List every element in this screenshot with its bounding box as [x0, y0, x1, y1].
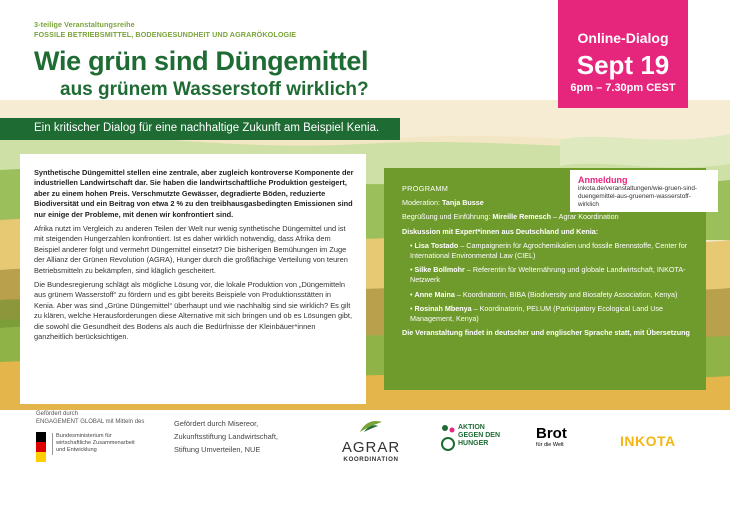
event-date: Sept 19: [576, 50, 670, 80]
welcome-line: [402, 212, 696, 222]
bmz-line-1: Bundesministerium für: [56, 433, 112, 439]
aktion-line-2: GEGEN DEN: [458, 432, 501, 439]
speaker-name: Rosinah Mbenya: [414, 303, 472, 313]
speaker-item: • Rosinah Mbenya – Koordinatorin, PELUM (Participatory Ecological Land Use Management, Kenya): [410, 303, 664, 324]
sponsor-note: [174, 417, 278, 456]
sponsor-line-3: Stiftung Umverteilen, NUE: [174, 445, 261, 454]
moderation-label: Moderation:: [402, 198, 440, 208]
speaker-role: – Koordinatorin, BIBA (Biodiversity and Biosafety Association, Kenya): [456, 289, 678, 299]
inkota-text: INKOTA: [620, 433, 676, 449]
registration-heading: Anmeldung: [578, 175, 628, 185]
sponsor-line-1: Gefördert durch Misereor,: [174, 419, 259, 428]
aktion-text: [458, 424, 500, 448]
paragraph-3: Die Bundesregierung schlägt als mögliche Lösung vor, die lokale Produktion von „Düngemitteln aus grünem Wasserstoff“ zu fördern und es gibt bereits Beispiele von Produktionsstätten in Kenia. Aber was sind „Grüne Düngemittel“ überhaupt und wie nachhaltig sind sie wirklich? Es gilt zu klären, welche Herausforderungen diese Alternative mit sich bringen und ob es Lösungen gibt, die sowohl die Gesundheit des Bodens als auch die Bedürfnisse der Kleinbäuer*innen ganzheitlich berücksichtigen.: [34, 280, 352, 342]
series-line-2: FOSSILE BETRIEBSMITTEL, BODENGESUNDHEIT UND AGRARÖKOLOGIE: [34, 29, 297, 39]
speaker-name: Lisa Tostado: [414, 240, 459, 250]
funding-line-1: Gefördert durch: [36, 411, 79, 417]
registration-link[interactable]: inkota.de/veranstaltungen/wie-gruen-sind-duengemittel-aus-gruenem-wasserstoff-wirklich: [578, 185, 698, 208]
paragraph-2: Afrika nutzt im Vergleich zu anderen Teilen der Welt nur wenig synthetische Düngemittel und ist mit steigenden Hungerzahlen konfrontiert. Ist es daher wirklich notwendig, dass Afrika dem Beispiel anderer folgt und vermehrt Düngemittel einsetzt? Die bisherigen Bemühungen im Zuge der Allianz der Grünen Revolution (AGRA), Hunger durch die großflächige Verteilung von teuren Betriebsmitteln zu bekämpfen, sind kläglich gescheitert.: [34, 224, 348, 275]
page-subtitle: aus grünem Wasserstoff wirklich?: [60, 79, 369, 100]
brot-fuer-die-welt-logo: [536, 426, 578, 448]
welcome-label: Begrüßung und Einführung:: [402, 212, 491, 222]
bmz-line-2: wirtschaftliche Zusammenarbeit: [56, 440, 135, 447]
speaker-role: – Referentin für Welternährung und globale Landwirtschaft, INKOTA-Netzwerk: [410, 265, 686, 285]
bmz-line-3: und Entwicklung: [56, 447, 97, 454]
banner-text: Ein kritischer Dialog für eine nachhaltige Zukunft am Beispiel Kenia.: [34, 122, 380, 134]
intro-paragraph: Synthetische Düngemittel stellen eine zentrale, aber zugleich kontroverse Komponente der industriellen Landwirtschaft dar. Sie haben die landwirtschaftliche Produktion gesteigert, aber zu einem hohen Preis. Verschmutzte Gewässer, degradierte Böden, reduzierte Biodiversität und ein Beitrag von etwa 2 % zu den treibhausgasbedingten Emissionen sind nur einige der Probleme, mit denen wir konfrontiert sind.: [34, 168, 354, 219]
subtitle-banner: [0, 118, 400, 140]
speaker-role: – Campaignerin für Agrochemikalien und fossile Brennstoffe, Center for International Environmental Law (CIEL): [410, 240, 688, 261]
description-box: [20, 154, 366, 404]
series-line-1: 3-teilige Veranstaltungsreihe: [34, 20, 135, 29]
speaker-name: Anne Maina: [414, 289, 455, 299]
people-icon: [440, 424, 456, 454]
registration-box[interactable]: [570, 170, 718, 212]
funding-note: [36, 410, 144, 426]
speaker-role: – Koordinatorin, PELUM (Participatory Ecological Land Use Management, Kenya): [410, 303, 664, 324]
german-flag-icon: [36, 432, 46, 462]
brot-text: Brot: [536, 425, 567, 442]
speaker-list: [410, 241, 696, 324]
discussion-heading: Diskussion mit Expert*innen aus Deutschland und Kenia:: [402, 226, 599, 236]
speaker-name: Silke Bollmohr: [414, 265, 465, 275]
agrar-subtext: KOORDINATION: [343, 456, 399, 463]
agrar-koordination-logo: [336, 418, 406, 463]
event-time: 6pm – 7.30pm CEST: [570, 82, 676, 94]
speaker-item: • Lisa Tostado – Campaignerin für Agrochemikalien und fossile Brennstoffe, Center for International Environmental Law (CIEL): [410, 240, 688, 261]
series-label: [34, 20, 296, 39]
page-title: Wie grün sind Düngemittel: [34, 46, 369, 76]
inkota-logo: [620, 433, 676, 449]
funding-line-2: ENGAGEMENT GLOBAL mit Mitteln des: [36, 419, 145, 425]
aktion-gegen-den-hunger-logo: [440, 424, 500, 459]
leaf-icon: [356, 418, 386, 434]
language-note: Die Veranstaltung findet in deutscher und englischer Sprache statt, mit Übersetzung: [402, 328, 690, 338]
agrar-text: AGRAR: [341, 439, 401, 456]
sponsor-line-2: Zukunftsstiftung Landwirtschaft,: [174, 432, 278, 441]
welcome-org: – Agrar Koordination: [553, 212, 619, 222]
speaker-item: • Anne Maina – Koordinatorin, BIBA (Biodiversity and Biosafety Association, Kenya): [410, 289, 678, 299]
program-heading: PROGRAMM: [402, 184, 449, 193]
aktion-line-1: AKTION: [458, 424, 485, 431]
event-badge: [558, 0, 688, 108]
bmz-logo: [52, 433, 135, 455]
welcome-name: Mireille Remesch: [492, 212, 552, 222]
moderation-name: Tanja Busse: [441, 198, 484, 208]
brot-subtext: für die Welt: [536, 442, 564, 448]
speaker-item: • Silke Bollmohr – Referentin für Welternährung und globale Landwirtschaft, INKOTA-Netzwerk: [410, 265, 686, 285]
aktion-line-3: HUNGER: [458, 440, 489, 447]
footer: [0, 410, 730, 516]
event-format: Online-Dialog: [577, 30, 669, 46]
